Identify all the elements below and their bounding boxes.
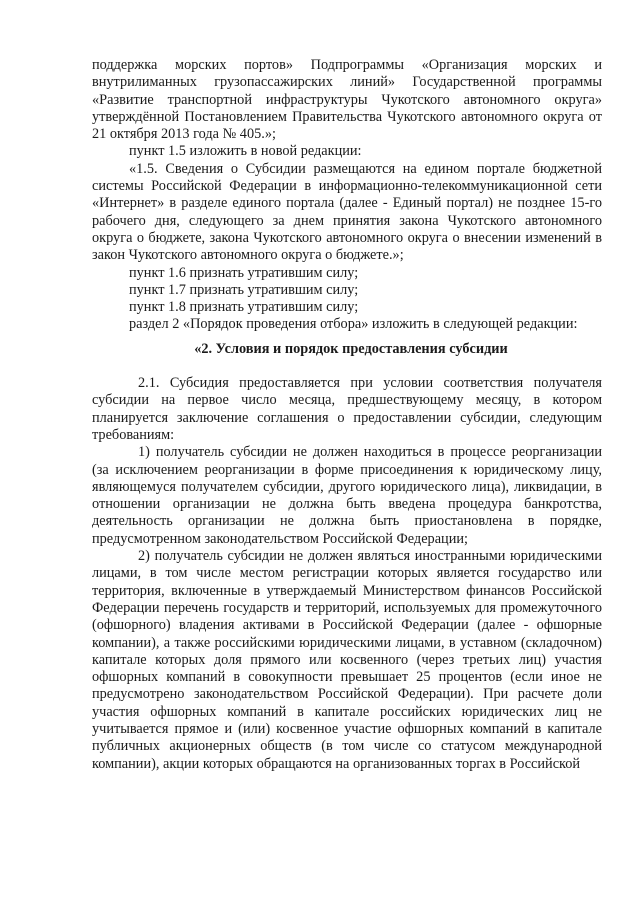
requirement-2: 2) получатель субсидии не должен являться иностранными юридическими лицами, в том числе местом регистрации которых является государство или территория, включенные в утверждаемый Министерством финансов Российской Федерации перечень государств и территорий, используемых для промежуточного (офшорного) владения активами в Российской Федерации (далее - офшорные компании), а также российскими юридическими лицами, в уставном (складочном) капитале которых доля прямого или косвенного (через третьих лиц) участия офшорных компаний в совокупности превышает 25 процентов (если иное не предусмотрено законодательством Российской Федерации). При расчете доли участия офшорных компаний в капитале российских юридических лиц не учитывается прямое и (или) косвенное участие офшорных компаний в капитале публичных акционерных обществ (в том числе со статусом международной компании), акции которых обращаются на организованных торгах в Российской [92,548,602,772]
clause-2-1: 2.1. Субсидия предоставляется при условии соответствия получателя субсидии на первое число месяца, предшествующему месяцу, в котором планируется заключение соглашения о предоставлении субсидии, следующим требованиям: [92,375,602,443]
item-1-6: пункт 1.6 признать утратившим силу; [129,264,359,281]
section-2-intro: раздел 2 «Порядок проведения отбора» изложить в следующей редакции: [129,316,578,333]
item-1-5-text: «1.5. Сведения о Субсидии размещаются на едином портале бюджетной системы Российской Федерации в информационно-телекоммуникационной сети «Интернет» в разделе единого портала (далее - Единый портал) не позднее 15-го рабочего дня, следующего за днем принятия закона Чукотского автономного округа о бюджете, закона Чукотского автономного округа о внесении изменений в закон Чукотского автономного округа о бюджете.»; [92,160,602,264]
item-1-8: пункт 1.8 признать утратившим силу; [129,299,359,316]
requirement-1: 1) получатель субсидии не должен находиться в процессе реорганизации (за исключением реорганизации в форме присоединения к юридическому лицу, являющемуся получателем субсидии, другого юридического лица), ликвидации, в отношении организации не должна быть введена процедура банкротства, деятельность организации не должна быть приостановлена в порядке, предусмотренном законодательством Российской Федерации; [92,444,602,547]
item-1-5-intro: пункт 1.5 изложить в новой редакции: [129,143,362,160]
document-body [92,57,602,773]
item-1-7: пункт 1.7 признать утратившим силу; [129,281,359,298]
intro-paragraph: поддержка морских портов» Подпрограммы «Организация морских и внутрилиманных грузопассажирских линий» Государственной программы «Развитие транспортной инфраструктуры Чукотского автономного округа» утверждённой Постановлением Правительства Чукотского автономного округа от 21 октября 2013 года № 405.»; [92,57,602,143]
section-2-heading: «2. Условия и порядок предоставления субсидии [194,340,508,357]
